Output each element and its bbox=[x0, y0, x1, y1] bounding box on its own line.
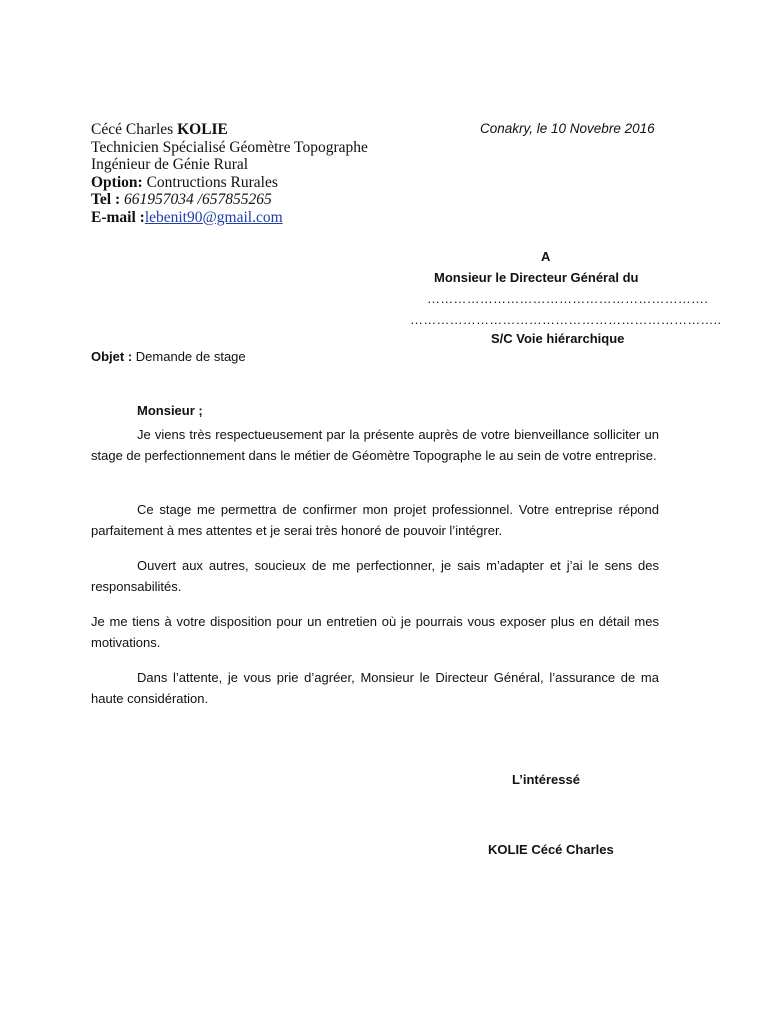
signature-label: L’intéressé bbox=[512, 772, 580, 787]
paragraph-2: Ce stage me permettra de confirmer mon projet professionnel. Votre entreprise répond parfaitement à mes attentes et je serai très honoré de pouvoir l’intégrer. bbox=[91, 502, 659, 538]
recipient-dots-2: …………………………………………………………….. bbox=[410, 312, 722, 327]
recipient-sc: S/C Voie hiérarchique bbox=[491, 331, 625, 346]
email-link[interactable]: lebenit90@gmail.com bbox=[144, 208, 283, 226]
sender-title: Technicien Spécialisé Géomètre Topographe bbox=[91, 138, 368, 156]
sender-email: E-mail :lebenit90@gmail.com bbox=[91, 208, 283, 226]
signature-name: KOLIE Cécé Charles bbox=[488, 842, 614, 857]
letter-subject: Objet : Demande de stage bbox=[91, 349, 246, 364]
paragraph-5: Dans l’attente, je vous prie d’agréer, Monsieur le Directeur Général, l’assurance de ma haute considération. bbox=[91, 670, 659, 706]
sender-phone: Tel : 661957034 /657855265 bbox=[91, 191, 272, 208]
letter-date: Conakry, le 10 Novebre 2016 bbox=[480, 121, 655, 136]
paragraph-3: Ouvert aux autres, soucieux de me perfectionner, je sais m’adapter et j’ai le sens des responsabilités. bbox=[91, 558, 659, 594]
sender-option: Option: Contructions Rurales bbox=[91, 173, 278, 191]
recipient-to: A bbox=[541, 249, 551, 264]
salutation: Monsieur ; bbox=[137, 403, 203, 418]
sender-block bbox=[91, 121, 451, 226]
sender-degree: Ingénieur de Génie Rural bbox=[91, 156, 249, 173]
recipient-dots-1: ………………………………………………………. bbox=[427, 291, 709, 306]
sender-name: Cécé Charles KOLIE bbox=[91, 121, 228, 138]
recipient-title: Monsieur le Directeur Général du bbox=[434, 270, 639, 285]
paragraph-4: Je me tiens à votre disposition pour un entretien où je pourrais vous exposer plus en détail mes motivations. bbox=[91, 614, 659, 650]
paragraph-1: Je viens très respectueusement par la présente auprès de votre bienveillance solliciter un stage de perfectionnement dans le métier de Géomètre Topographe le au sein de votre entreprise. bbox=[91, 427, 659, 463]
